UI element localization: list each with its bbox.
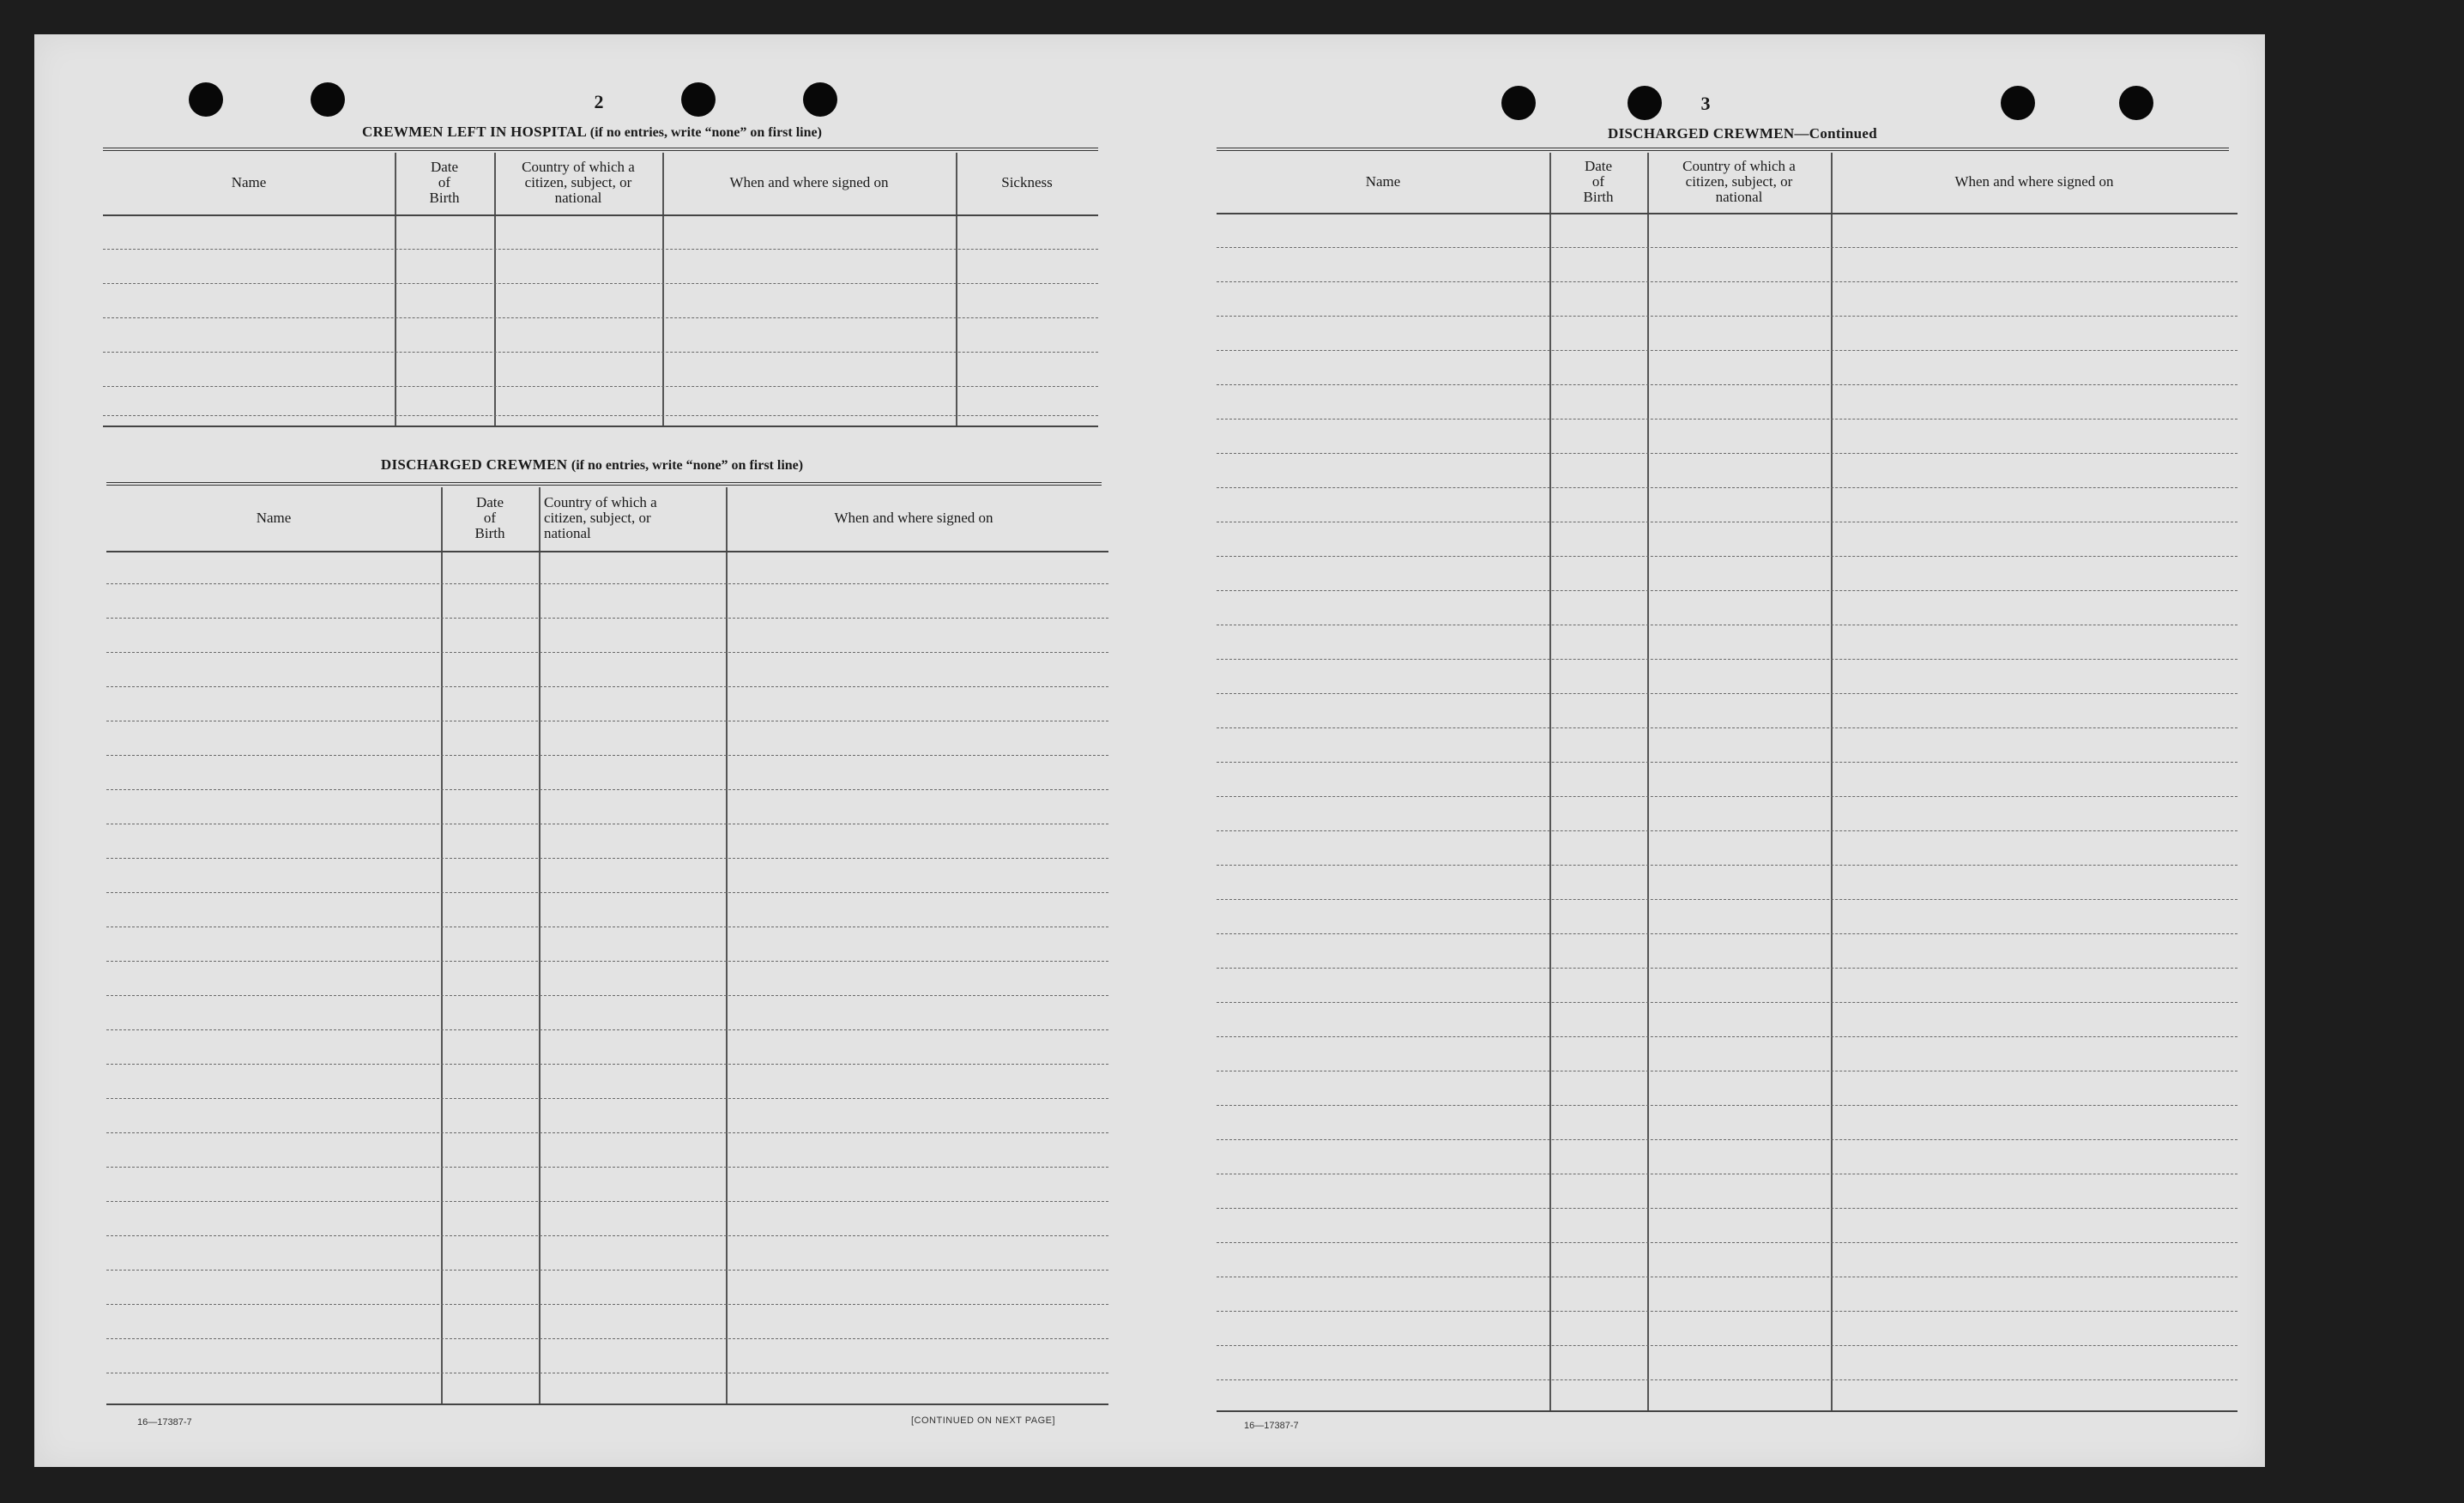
column-header-signed-on: When and where signed on [1954,173,2114,190]
entry-line [103,317,1098,318]
column-divider [395,153,396,426]
form-number: 16—17387-7 [1244,1421,1299,1431]
hospital-top-rule [103,148,1098,151]
column-header-name: Name [1365,173,1401,190]
continued-note: [CONTINUED ON NEXT PAGE] [911,1415,1056,1426]
column-header-name: Name [256,510,292,526]
table-bottom-rule [106,1403,1108,1405]
discharged-continued-title: DISCHARGED CREWMEN—Continued [1608,125,1877,142]
discharged-section-title: DISCHARGED CREWMEN (if no entries, write “none” on first line) [380,456,804,473]
header-underline [103,214,1098,216]
entry-line [1217,659,2238,660]
punch-hole [2119,86,2153,120]
column-header-country: Country of which a citizen, subject, or national [544,494,657,541]
column-header-country: Country of which a citizen, subject, or national [1682,158,1796,205]
entry-line [106,1338,1108,1339]
entry-line [106,892,1108,893]
entry-line [106,1132,1108,1133]
entry-line [106,583,1108,584]
column-divider [956,153,957,426]
discharged-top-rule [106,482,1102,486]
table-bottom-rule [1217,1410,2238,1412]
entry-line [1217,487,2238,488]
entry-line [1217,865,2238,866]
entry-line [1217,1002,2238,1003]
entry-line [1217,350,2238,351]
entry-line [1217,247,2238,248]
column-header-date-of-birth: Date of Birth [429,159,460,206]
punch-hole [803,82,837,117]
column-divider [441,487,443,1403]
entry-line [106,1167,1108,1168]
entry-line [1217,419,2238,420]
hospital-section-title: CREWMEN LEFT IN HOSPITAL (if no entries, write “none” on first line) [362,124,822,140]
column-divider [1549,153,1551,1410]
discharged-table [106,487,1108,1407]
column-header-country: Country of which a citizen, subject, or national [522,159,635,206]
punch-hole [189,82,223,117]
punch-hole [1501,86,1536,120]
entry-line [106,652,1108,653]
entry-line [103,249,1098,250]
column-divider [494,153,496,426]
entry-line [106,1304,1108,1305]
column-header-date-of-birth: Date of Birth [1583,158,1614,205]
entry-line [1217,727,2238,728]
column-divider [726,487,728,1403]
column-divider [662,153,664,426]
page-number: 2 [594,91,604,112]
entry-line [1217,762,2238,763]
entry-line [1217,1379,2238,1380]
entry-line [1217,590,2238,591]
punch-hole [2001,86,2035,120]
entry-line [106,755,1108,756]
entry-line [103,415,1098,416]
entry-line [106,1098,1108,1099]
punch-hole [681,82,716,117]
entry-line [106,618,1108,619]
entry-line [106,1201,1108,1202]
entry-line [103,352,1098,353]
entry-line [1217,693,2238,694]
document-sheet [34,34,2265,1467]
entry-line [1217,1208,2238,1209]
entry-line [1217,281,2238,282]
entry-line [106,1270,1108,1271]
entry-line [1217,453,2238,454]
entry-line [1217,1105,2238,1106]
entry-line [1217,1036,2238,1037]
entry-line [103,386,1098,387]
entry-line [106,995,1108,996]
column-divider [539,487,541,1403]
table-bottom-rule [103,426,1098,427]
entry-line [1217,556,2238,557]
entry-line [106,686,1108,687]
entry-line [106,961,1108,962]
entry-line [103,283,1098,284]
discharged-continued-table [1217,153,2238,1414]
punch-hole [1628,86,1662,120]
column-header-signed-on: When and where signed on [729,174,889,190]
entry-line [1217,830,2238,831]
header-underline [1217,213,2238,214]
hospital-table [103,153,1098,427]
entry-line [1217,796,2238,797]
column-header-date-of-birth: Date of Birth [474,494,505,541]
header-underline [106,551,1108,552]
entry-line [1217,316,2238,317]
page-number: 3 [1700,93,1711,114]
entry-line [106,789,1108,790]
entry-line [106,1235,1108,1236]
entry-line [1217,1139,2238,1140]
entry-line [106,1064,1108,1065]
entry-line [1217,1242,2238,1243]
entry-line [1217,968,2238,969]
column-header-signed-on: When and where signed on [834,510,993,526]
column-header-sickness: Sickness [1001,174,1053,190]
column-divider [1831,153,1833,1410]
punch-hole [311,82,345,117]
form-number: 16—17387-7 [137,1417,192,1428]
entry-line [1217,1311,2238,1312]
column-header-name: Name [231,174,267,190]
entry-line [106,858,1108,859]
discharged-continued-top-rule [1217,148,2229,151]
entry-line [1217,1345,2238,1346]
entry-line [106,1029,1108,1030]
column-divider [1647,153,1649,1410]
entry-line [1217,933,2238,934]
entry-line [1217,384,2238,385]
entry-line [1217,899,2238,900]
